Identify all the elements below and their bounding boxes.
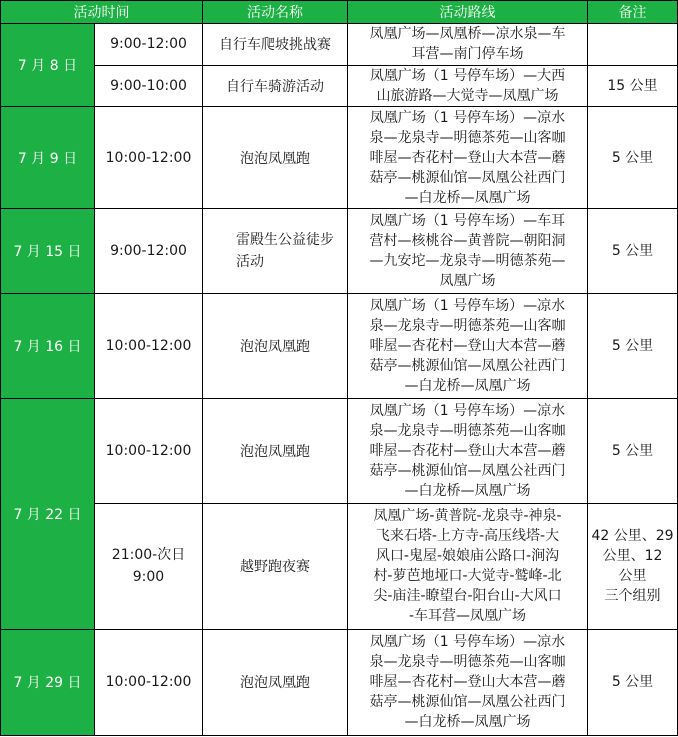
time-cell: 21:00-次日 9:00 <box>95 504 203 630</box>
route-line: 凤凰广场（1 号停车场）—凉水 <box>369 298 566 315</box>
date-cell: 7 月 15 日 <box>1 209 95 294</box>
time-cell: 10:00-12:00 <box>95 629 203 735</box>
note-line: 42 公里、29 <box>591 528 674 545</box>
route-line: 山旅游路—大觉寺—凤凰广场 <box>376 87 559 104</box>
note-cell: 15 公里 <box>588 65 678 107</box>
activity-name-cell: 泡泡凤凰跑 <box>203 294 348 398</box>
route-line: 啡屋—杏花村—登山大本营—蘑 <box>369 442 566 459</box>
date-cell: 7 月 29 日 <box>1 629 95 735</box>
date-cell: 7 月 9 日 <box>1 107 95 209</box>
route-line: 凤凰广场—凤凰桥—凉水泉—车 <box>369 26 566 43</box>
time-cell: 10:00-12:00 <box>95 398 203 503</box>
route-line: 泉—龙泉寺—明德茶苑—山客咖 <box>369 654 566 671</box>
route-line: 啡屋—杏花村—登山大本营—蘑 <box>369 338 566 355</box>
table-row <box>1 629 678 735</box>
note-line: 三个组别 <box>604 588 661 605</box>
route-line: 风口-鬼屋-娘娘庙公路口-涧沟 <box>375 548 560 565</box>
time-cell: 10:00-12:00 <box>95 294 203 398</box>
route-cell <box>348 504 588 630</box>
note-cell: 5 公里 <box>588 294 678 398</box>
note-cell <box>588 24 678 66</box>
activity-name-cell: 自行车爬坡挑战赛 <box>203 24 348 66</box>
route-line: —白龙桥—凤凰广场 <box>404 189 531 206</box>
route-line: 泉—龙泉寺—明德茶苑—山客咖 <box>369 422 566 439</box>
note-cell: 5 公里 <box>588 107 678 209</box>
table-row <box>1 24 678 66</box>
activity-name-cell: 雷殿生公益徒步活动 <box>203 209 348 294</box>
route-cell <box>348 629 588 735</box>
route-line: 耳营—南门停车场 <box>411 46 524 63</box>
route-line: 菇亭—桃源仙馆—凤凰公社西门 <box>369 169 566 186</box>
route-cell <box>348 24 588 66</box>
route-line: 菇亭—桃源仙馆—凤凰公社西门 <box>369 462 566 479</box>
activity-name-cell: 越野跑夜赛 <box>203 504 348 630</box>
note-cell: 5 公里 <box>588 209 678 294</box>
header-row <box>1 1 678 24</box>
note-cell: 5 公里 <box>588 398 678 503</box>
date-cell: 7 月 16 日 <box>1 294 95 398</box>
header-note: 备注 <box>588 1 678 24</box>
route-line: 凤凰广场-黄普院-龙泉寺-神泉- <box>373 508 562 525</box>
route-line: 凤凰广场（1 号停车场）—凉水 <box>369 109 566 126</box>
note-line: 公里 <box>618 568 647 585</box>
route-line: -车耳营—凤凰广场 <box>408 608 527 625</box>
time-cell: 9:00-10:00 <box>95 65 203 107</box>
header-name: 活动名称 <box>203 1 348 24</box>
time-cell: 10:00-12:00 <box>95 107 203 209</box>
route-cell <box>348 398 588 503</box>
table-row <box>1 209 678 294</box>
route-cell <box>348 65 588 107</box>
route-line: —白龙桥—凤凰广场 <box>404 482 531 499</box>
route-cell <box>348 294 588 398</box>
route-line: 菇亭—桃源仙馆—凤凰公社西门 <box>369 694 566 711</box>
date-cell: 7 月 8 日 <box>1 24 95 107</box>
note-cell: 5 公里 <box>588 629 678 735</box>
activity-name-cell: 泡泡凤凰跑 <box>203 398 348 503</box>
table-row <box>1 294 678 398</box>
activity-name-cell: 泡泡凤凰跑 <box>203 107 348 209</box>
note-line: 公里、12 <box>602 548 663 565</box>
route-line: 飞来石塔-上方寺-高压线塔-大 <box>375 528 560 545</box>
route-line: 村-萝芭地垭口-大觉寺-鹫峰-北 <box>373 568 562 585</box>
activity-name-cell: 泡泡凤凰跑 <box>203 629 348 735</box>
route-line: 啡屋—杏花村—登山大本营—蘑 <box>369 674 566 691</box>
route-line: 尖-庙洼-瞭望台-阳台山-大风口 <box>373 588 562 605</box>
table-row <box>1 65 678 107</box>
route-line: 凤凰广场（1 号停车场）—凉水 <box>369 402 566 419</box>
route-line: 凤凰广场（1 号停车场）—凉水 <box>369 634 566 651</box>
route-line: 营村—核桃谷—黄普院—朝阳洞 <box>369 233 566 250</box>
route-line: 泉—龙泉寺—明德茶苑—山客咖 <box>369 129 566 146</box>
table-row <box>1 107 678 209</box>
route-line: 凤凰广场 <box>439 273 496 290</box>
route-line: —白龙桥—凤凰广场 <box>404 714 531 731</box>
activity-name-cell: 自行车骑游活动 <box>203 65 348 107</box>
route-line: 菇亭—桃源仙馆—凤凰公社西门 <box>369 358 566 375</box>
time-cell: 9:00-12:00 <box>95 24 203 66</box>
route-line: 泉—龙泉寺—明德茶苑—山客咖 <box>369 318 566 335</box>
route-line: 凤凰广场（1 号停车场）—车耳 <box>369 213 566 230</box>
route-cell <box>348 107 588 209</box>
route-cell <box>348 209 588 294</box>
route-line: 啡屋—杏花村—登山大本营—蘑 <box>369 149 566 166</box>
table-row <box>1 504 678 630</box>
table-row <box>1 398 678 503</box>
time-cell: 9:00-12:00 <box>95 209 203 294</box>
note-cell <box>588 504 678 630</box>
route-line: —白龙桥—凤凰广场 <box>404 378 531 395</box>
date-cell: 7 月 22 日 <box>1 398 95 629</box>
route-line: —九安坨—龙泉寺—明德茶苑— <box>369 253 566 270</box>
route-line: 凤凰广场（1 号停车场）—大西 <box>369 67 566 84</box>
header-route: 活动路线 <box>348 1 588 24</box>
header-time: 活动时间 <box>1 1 203 24</box>
